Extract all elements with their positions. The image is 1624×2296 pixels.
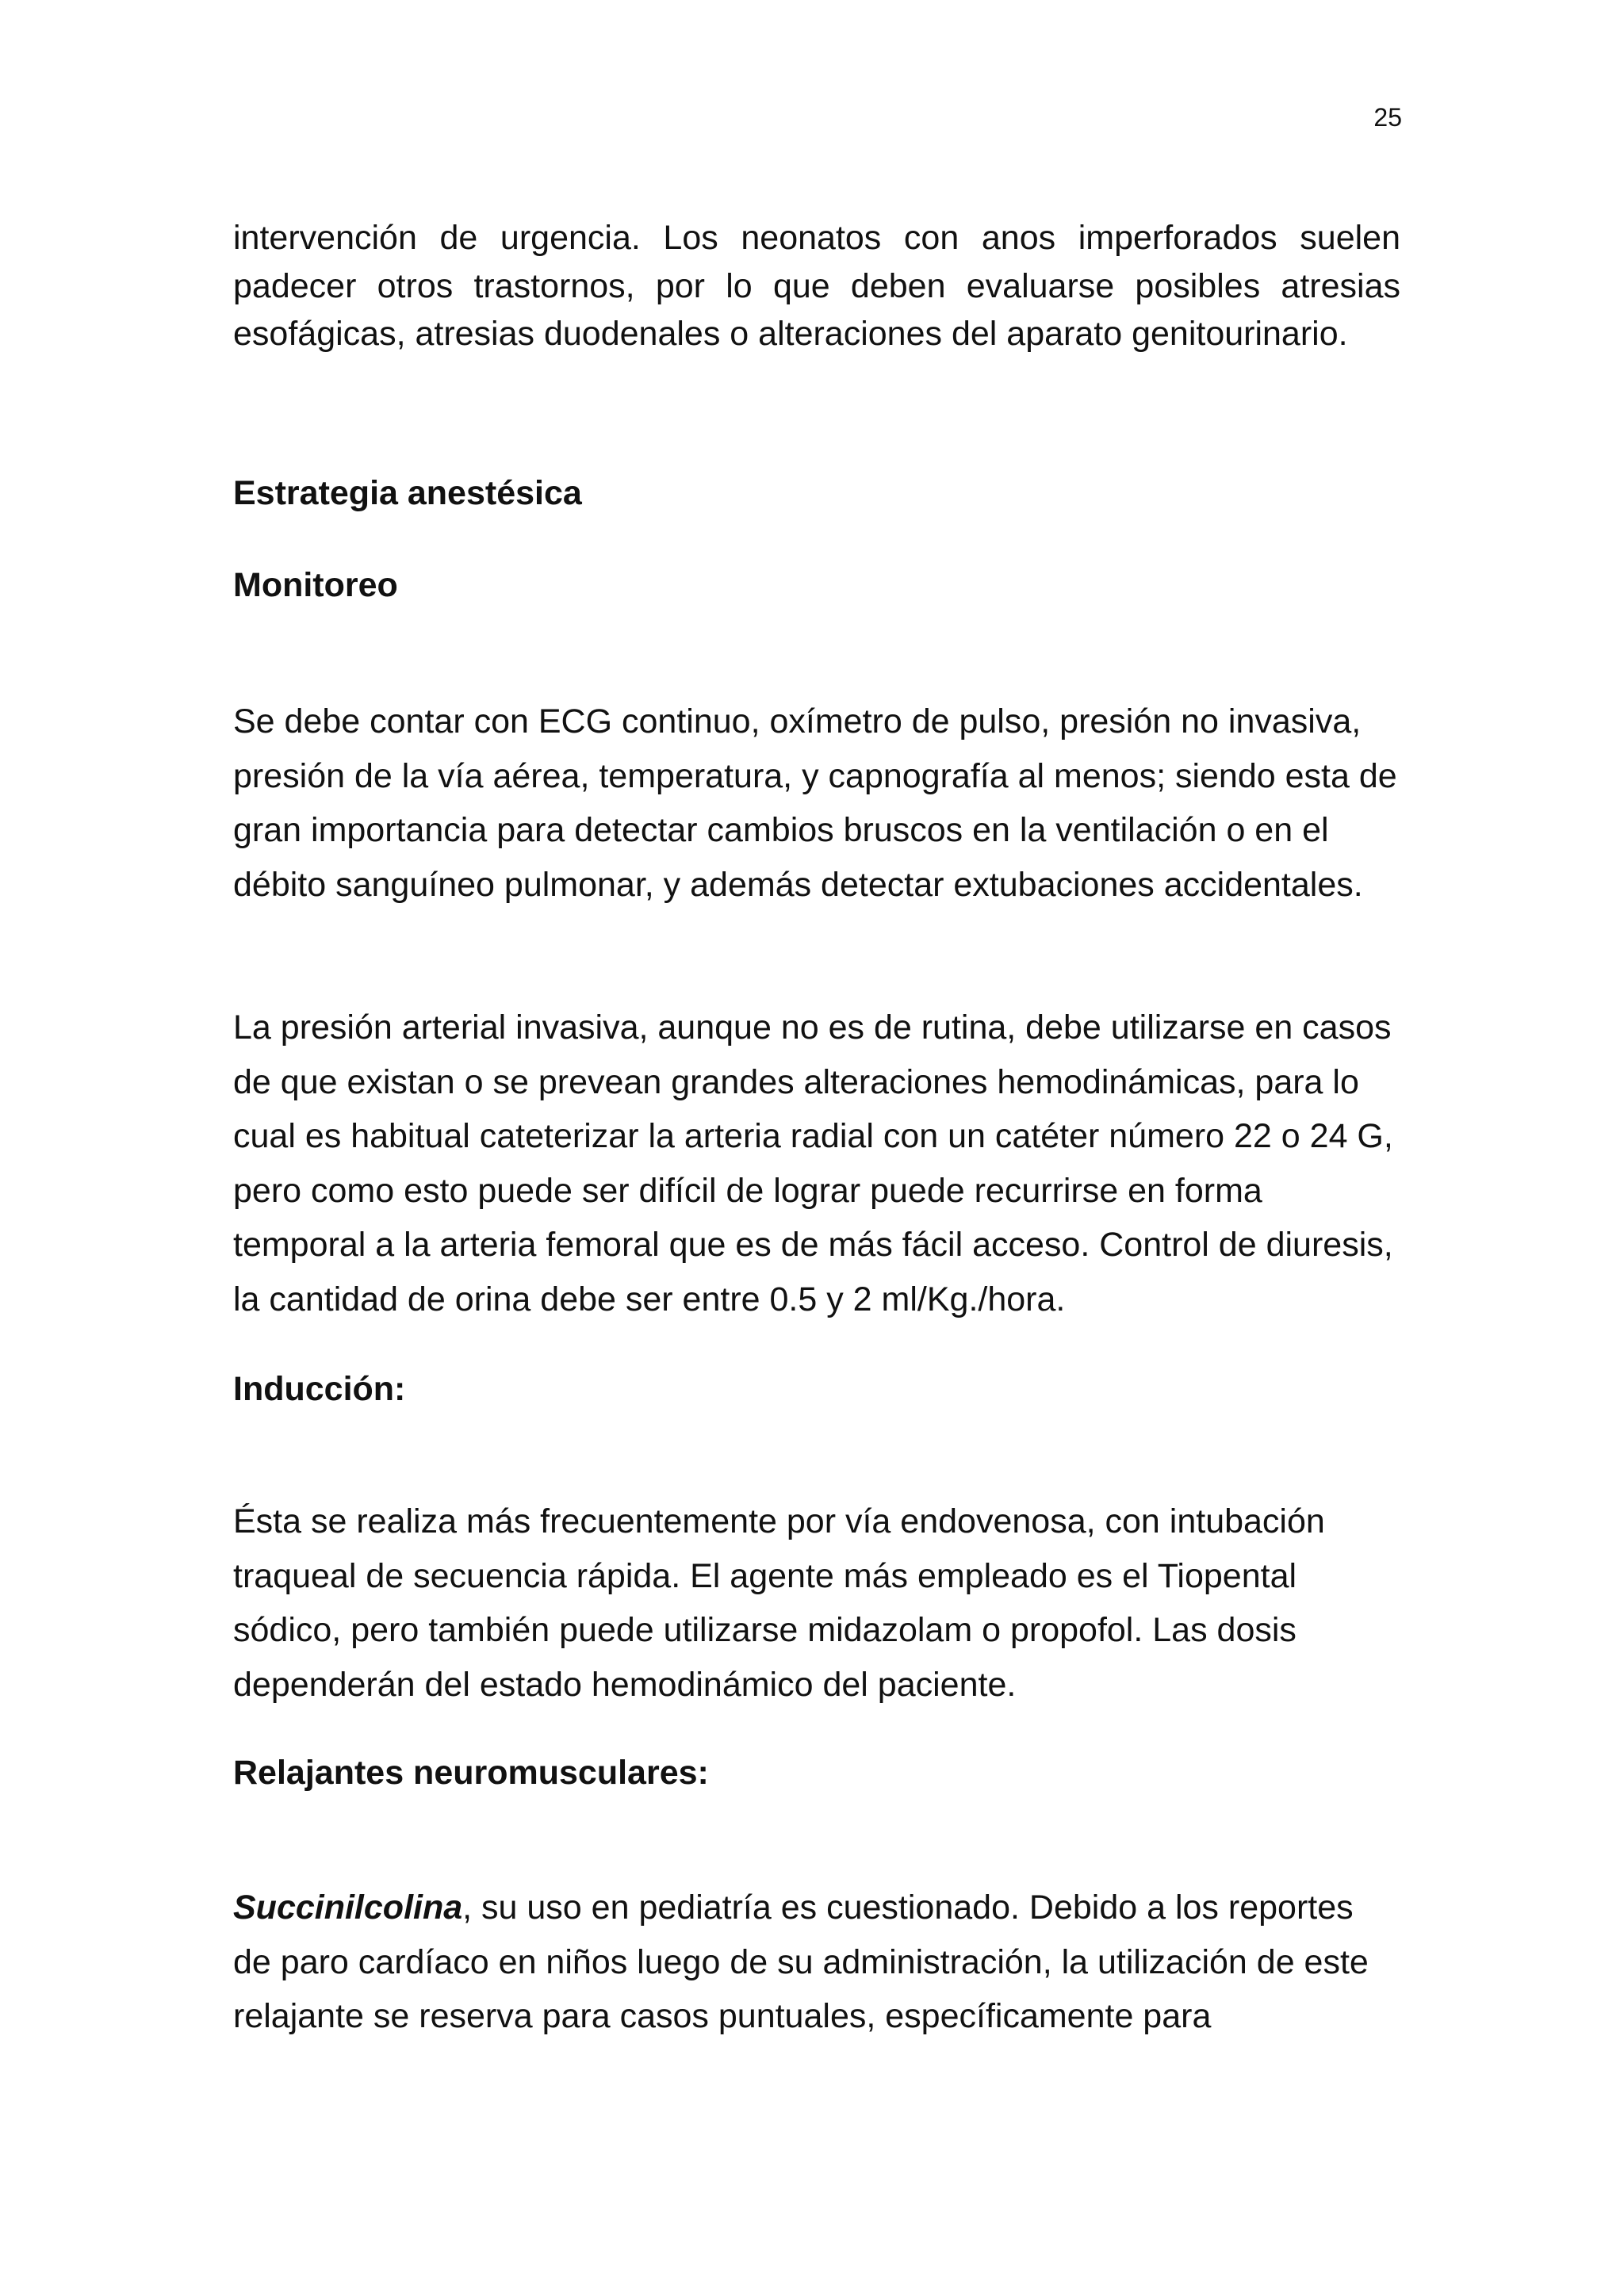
page-number: 25 <box>1373 103 1402 132</box>
intro-paragraph: intervención de urgencia. Los neonatos con anos imperforados suelen padecer otros trastornos, por lo que deben evaluarse posibles atresias esofágicas, atresias duodenales o alteraciones del aparato genitourinario. <box>233 219 1400 353</box>
relaxants-paragraph <box>233 1881 1400 2044</box>
monitoring-paragraph-2: La presión arterial invasiva, aunque no es de rutina, debe utilizarse en casos de que existan o se prevean grandes alteraciones hemodinámicas, para lo cual es habitual cateterizar la arteria radial con un catéter número 22 o 24 G, pero como esto puede ser difícil de lograr puede recurrirse en forma temporal a la arteria femoral que es de más fácil acceso. Control de diuresis, la cantidad de orina debe ser entre 0.5 y 2 ml/Kg./hora. <box>233 1008 1393 1318</box>
succinilcolina-term: Succinilcolina <box>233 1888 463 1927</box>
section-heading-estrategia-anestesica: Estrategia anestésica <box>233 474 582 512</box>
relaxants-paragraph-text: , su uso en pediatría es cuestionado. Debido a los reportes de paro cardíaco en niños luego de su administración, la utilización de este relajante se reserva para casos puntuales, específicamente para <box>233 1888 1369 2035</box>
induction-paragraph: Ésta se realiza más frecuentemente por vía endovenosa, con intubación traqueal de secuencia rápida. El agente más empleado es el Tiopental sódico, pero también puede utilizarse midazolam o propofol. Las dosis dependerán del estado hemodinámico del paciente. <box>233 1502 1325 1704</box>
subheading-monitoreo: Monitoreo <box>233 566 398 604</box>
monitoring-paragraph-1: Se debe contar con ECG continuo, oxímetro de pulso, presión no invasiva, presión de la vía aérea, temperatura, y capnografía al menos; siendo esta de gran importancia para detectar cambios bruscos en la ventilación o en el débito sanguíneo pulmonar, y además detectar extubaciones accidentales. <box>233 702 1397 904</box>
subheading-induccion: Inducción: <box>233 1370 406 1408</box>
subheading-relajantes-neuromusculares: Relajantes neuromusculares: <box>233 1754 709 1792</box>
